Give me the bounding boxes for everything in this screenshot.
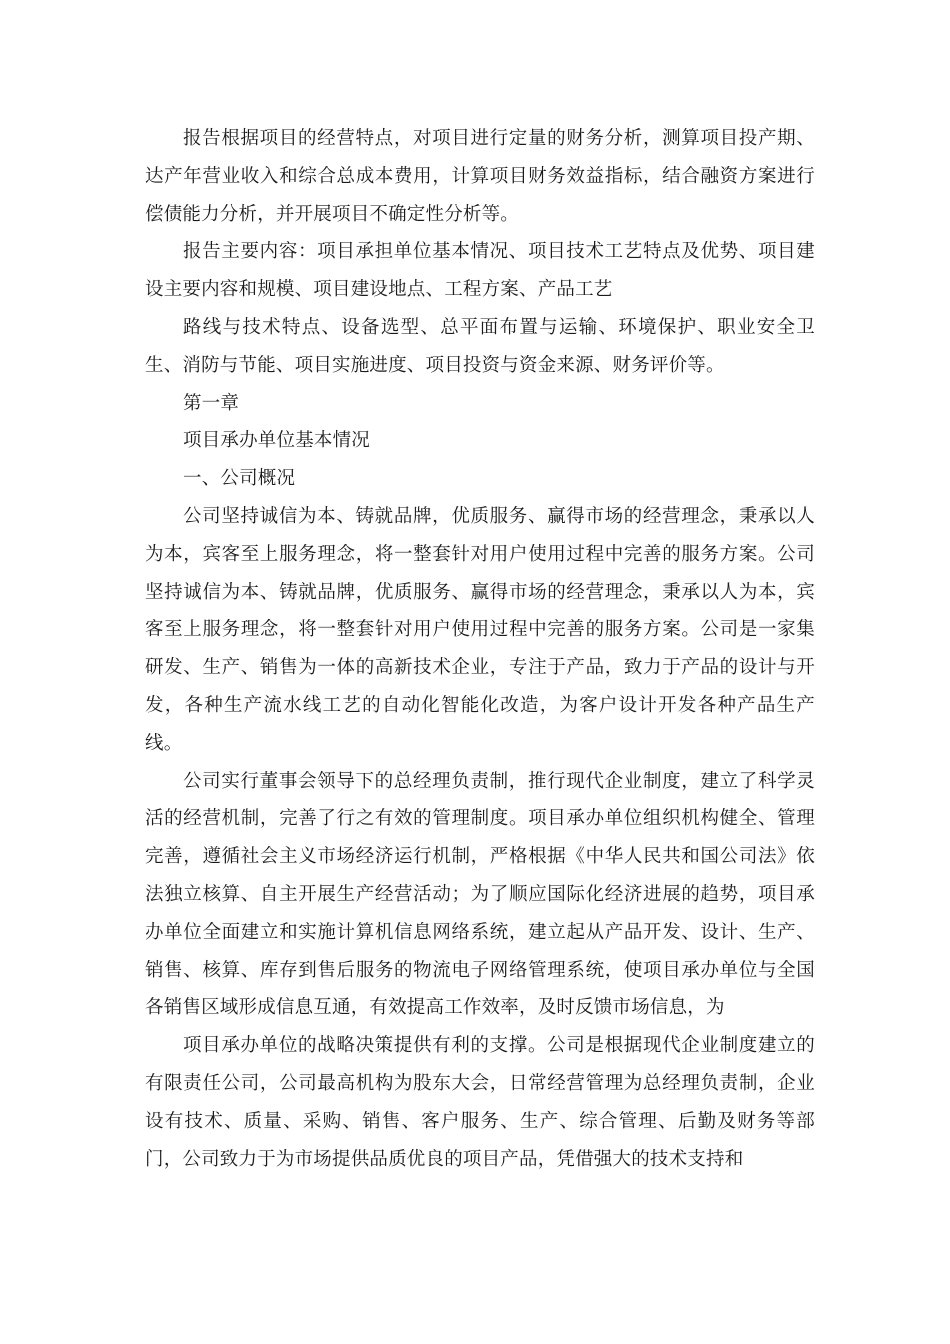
chapter-title: 项目承办单位基本情况 <box>183 430 371 452</box>
paragraph-company-overview: 公司坚持诚信为本、铸就品牌，优质服务、赢得市场的经营理念，秉承以人为本，宾客至上服务理念，将一整套针对用户使用过程中完善的服务方案。公司坚持诚信为本、铸就品牌，优质服务、赢得市场的经营理念，秉承以人为本，宾客至上服务理念，将一整套针对用户使用过程中完善的服务方案。公司是一家集研发、生产、销售为一体的高新技术企业，专注于产品，致力于产品的设计与开发，各种生产流水线工艺的自动化智能化改造，为客户设计开发各种产品生产线。 <box>145 505 815 754</box>
chapter-heading: 第一章 <box>183 392 240 414</box>
document-body <box>145 120 815 1178</box>
paragraph-report-contents-continued: 路线与技术特点、设备选型、总平面布置与运输、环境保护、职业安全卫生、消防与节能、项目实施进度、项目投资与资金来源、财务评价等。 <box>145 316 815 376</box>
section-heading: 一、公司概况 <box>183 468 296 490</box>
paragraph-report-contents: 报告主要内容：项目承担单位基本情况、项目技术工艺特点及优势、项目建设主要内容和规模、项目建设地点、工程方案、产品工艺 <box>145 241 815 301</box>
paragraph-company-management: 公司实行董事会领导下的总经理负责制，推行现代企业制度，建立了科学灵活的经营机制，完善了行之有效的管理制度。项目承办单位组织机构健全、管理完善，遵循社会主义市场经济运行机制，严格根据《中华人民共和国公司法》依法独立核算、自主开展生产经营活动；为了顺应国际化经济进展的趋势，项目承办单位全面建立和实施计算机信息网络系统，建立起从产品开发、设计、生产、销售、核算、库存到售后服务的物流电子网络管理系统，使项目承办单位与全国各销售区域形成信息互通，有效提高工作效率，及时反馈市场信息，为 <box>145 770 815 1019</box>
paragraph-company-structure: 项目承办单位的战略决策提供有利的支撑。公司是根据现代企业制度建立的有限责任公司，公司最高机构为股东大会，日常经营管理为总经理负责制，企业设有技术、质量、采购、销售、客户服务、生产、综合管理、后勤及财务等部门，公司致力于为市场提供品质优良的项目产品，凭借强大的技术支持和 <box>145 1035 815 1170</box>
paragraph-financial-analysis: 报告根据项目的经营特点，对项目进行定量的财务分析，测算项目投产期、达产年营业收入和综合总成本费用，计算项目财务效益指标，结合融资方案进行偿债能力分析，并开展项目不确定性分析等。 <box>145 128 815 225</box>
